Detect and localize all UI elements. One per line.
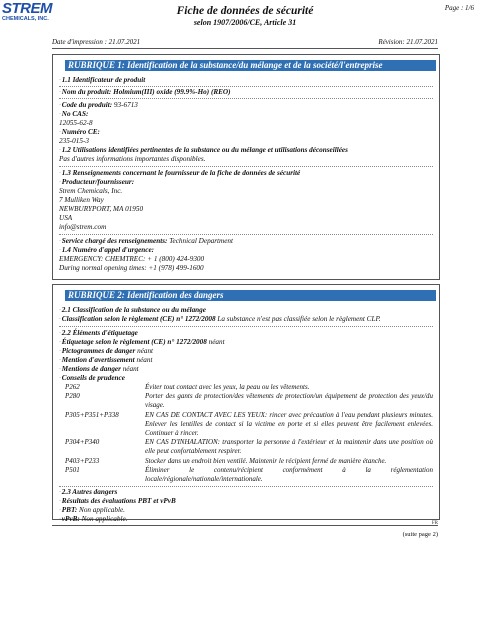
other-hazards-heading: ·2.3 Autres dangers	[59, 488, 118, 496]
emergency-number: EMERGENCY: CHEMTREC: + 1 (800) 424-9300	[59, 255, 205, 263]
separator	[59, 98, 433, 99]
email-link[interactable]: info@strem.com	[59, 223, 107, 231]
opening-times: During normal opening times: +1 (978) 499-1600	[59, 264, 204, 272]
p403-code: P403+P233	[65, 457, 100, 465]
signal-word-line: ·Mention d'avertissement néant	[59, 356, 153, 364]
emergency-heading: ·1.4 Numéro d'appel d'urgence:	[59, 246, 155, 254]
cas-value: 12055-62-8	[59, 119, 93, 127]
pbt-line: ·PBT: Non applicable.	[59, 506, 125, 514]
classification-line: ·Classification selon le règlement (CE) n° 1272/2008 La substance n'est pas classifiée selon le règlement CLP.	[59, 315, 381, 323]
p403-text: Stocker dans un endroit bien ventilé. Maintenir le récipient fermé de manière étanche.	[145, 457, 387, 465]
separator	[59, 86, 433, 87]
page-number: Page : 1/6	[444, 4, 474, 12]
ce-label: ·Numéro CE:	[59, 128, 100, 136]
classification-heading: ·2.1 Classification de la substance ou du mélange	[59, 306, 206, 314]
separator	[59, 486, 433, 487]
section-2-box	[52, 284, 440, 523]
hazard-statements-line: ·Mentions de danger néant	[59, 365, 139, 373]
labelling-heading: ·2.2 Éléments d'étiquetage	[59, 329, 138, 337]
identifier-heading: ·1.1 Identificateur de produit	[59, 76, 146, 84]
section-1-title: RUBRIQUE 1: Identification de la substance/du mélange et de la société/l'entreprise	[65, 60, 436, 71]
p305-text: EN CAS DE CONTACT AVEC LES YEUX: rincer avec précaution à l'eau pendant plusieurs minutes. Enlever les lentilles de contact si la victime en porte et si elles peuvent être facilement enlevées. Continuer à rincer.	[145, 411, 433, 438]
p501-code: P501	[65, 466, 80, 474]
section-2-title: RUBRIQUE 2: Identification des dangers	[65, 290, 436, 301]
address-line-4: USA	[59, 214, 73, 222]
language-tag: FR	[431, 521, 438, 526]
p280-code: P280	[65, 392, 80, 400]
address-line-3: NEWBURYPORT, MA 01950	[59, 205, 144, 213]
p305-code: P305+P351+P338	[65, 411, 119, 419]
service-line: ·Service chargé des renseignements: Technical Department	[59, 237, 234, 245]
cas-label: ·No CAS:	[59, 110, 89, 118]
product-name-line: ·Nom du produit: Holmium(III) oxide (99.9%-Ho) (REO)	[59, 88, 231, 96]
supplier-label: ·Producteur/fournisseur:	[59, 178, 135, 186]
pbt-heading: ·Résultats des évaluations PBT et vPvB	[59, 497, 176, 505]
separator	[59, 234, 433, 235]
separator	[59, 166, 433, 167]
logo-subtitle: CHEMICALS, INC.	[2, 16, 49, 22]
continued-note: (suite page 2)	[402, 531, 438, 538]
separator	[59, 326, 433, 327]
p280-text: Porter des gants de protection/des vêtements de protection/un équipement de protection des yeux/du visage.	[145, 392, 433, 410]
header-divider	[52, 48, 438, 49]
address-line-2: 7 Mulliken Way	[59, 196, 104, 204]
document-subtitle: selon 1907/2006/CE, Article 31	[193, 18, 297, 27]
uses-text: Pas d'autres informations importantes disponibles.	[59, 155, 206, 163]
labelling-line: ·Étiquetage selon le règlement (CE) n° 1272/2008 néant	[59, 338, 225, 346]
print-date: Date d'impression : 21.07.2021	[52, 38, 141, 46]
precautionary-heading: ·Conseils de prudence	[59, 374, 125, 382]
vpvb-line: ·vPvB: Non applicable.	[59, 515, 128, 523]
uses-heading: ·1.2 Utilisations identifiées pertinentes de la substance ou du mélange et utilisations déconseillées	[59, 146, 348, 154]
p304-code: P304+P340	[65, 438, 100, 446]
document-title: Fiche de données de sécurité	[176, 5, 314, 17]
footer-divider	[52, 525, 438, 526]
p262-text: Éviter tout contact avec les yeux, la peau ou les vêtements.	[145, 383, 310, 391]
supplier-heading: ·1.3 Renseignements concernant le fournisseur de la fiche de données de sécurité	[59, 169, 301, 177]
p262-code: P262	[65, 383, 80, 391]
section-1-box	[52, 54, 440, 280]
revision-date: Révision: 21.07.2021	[378, 38, 438, 46]
p501-text: Éliminer le contenu/récipient conformément à la réglementation locale/régionale/nationale/internationale.	[145, 466, 433, 484]
address-line-1: Strem Chemicals, Inc.	[59, 187, 123, 195]
product-code-line: ·Code du produit: 93-6713	[59, 101, 138, 109]
pictograms-line: ·Pictogrammes de danger néant	[59, 347, 154, 355]
p304-text: EN CAS D'INHALATION: transporter la personne à l'extérieur et la maintenir dans une position où elle peut confortablement respirer.	[145, 438, 433, 456]
ce-value: 235-015-3	[59, 137, 89, 145]
logo-mark: STREM	[2, 0, 52, 17]
